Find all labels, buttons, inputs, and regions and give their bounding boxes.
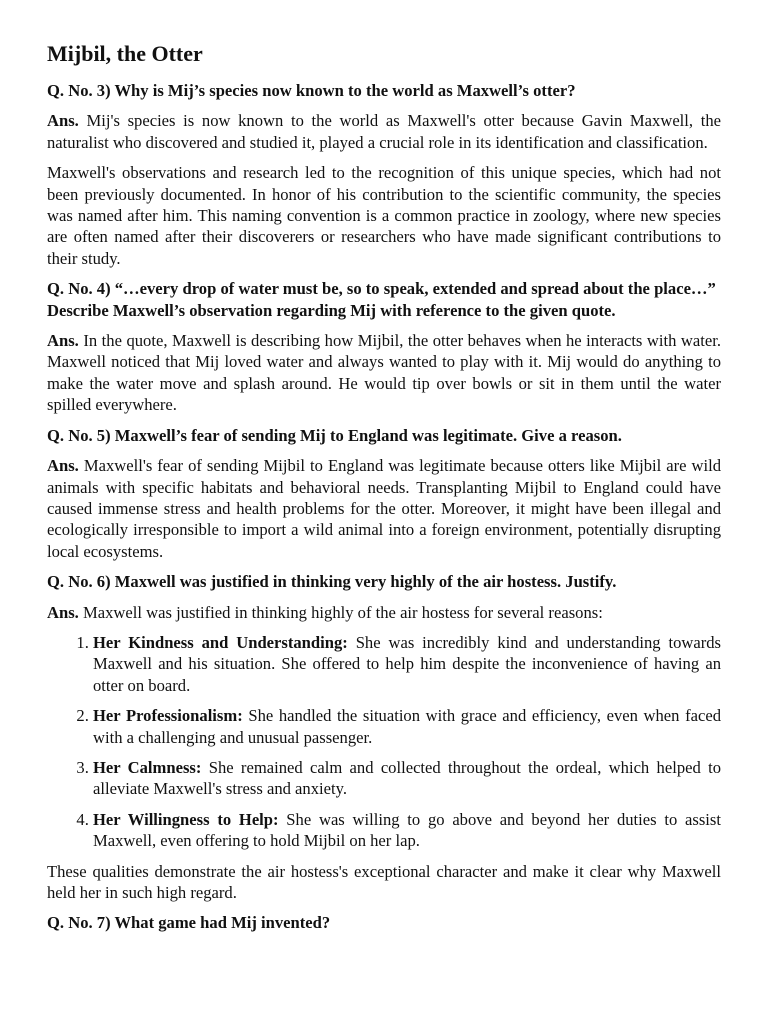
list-item: [93, 809, 721, 852]
answer-5: [47, 455, 721, 562]
list-item: [93, 705, 721, 748]
answer-label: Ans.: [47, 111, 79, 131]
list-item-text: She was incredibly kind and understanding towards Maxwell and his situation. She offered to help him despite the inconvenience of having an otter on board.: [93, 632, 721, 695]
list-item-text: She remained calm and collected throughout the ordeal, which helped to alleviate Maxwell's stress and anxiety.: [93, 757, 721, 799]
answer-text: Maxwell's fear of sending Mijbil to England was legitimate because otters like Mijbil are wild animals with specific habitats and behavioral needs. Transplanting Mijbil to England could have caused immense stress and health problems for the otter. Moreover, it might have been illegal and ecologically irresponsible to import a wild animal into a foreign environment, potentially disrupting local ecosystems.: [47, 456, 721, 561]
answer-label: Ans.: [47, 456, 79, 476]
question-5: Q. No. 5) Maxwell’s fear of sending Mij to England was legitimate. Give a reason.: [47, 425, 622, 445]
answer-label: Ans.: [47, 331, 79, 351]
question-3: Q. No. 3) Why is Mij’s species now known to the world as Maxwell’s otter?: [47, 81, 576, 100]
list-item: [93, 757, 721, 800]
answer-text: Maxwell was justified in thinking highly of the air hostess for several reasons:: [78, 602, 603, 622]
list-item-label: Her Willingness to Help:: [93, 809, 279, 829]
page-title: Mijbil, the Otter: [47, 41, 203, 66]
question-4-quote: Q. No. 4) “…every drop of water must be, so to speak, extended and spread about the place…”: [47, 279, 716, 299]
list-item-text: She was willing to go above and beyond her duties to assist Maxwell, even offering to hold Mijbil on her lap.: [93, 809, 721, 851]
question-7: Q. No. 7) What game had Mij invented?: [47, 913, 331, 933]
answer-label: Ans.: [47, 602, 79, 622]
list-item-text: She handled the situation with grace and efficiency, even when faced with a challenging and unusual passenger.: [93, 706, 721, 747]
list-item-label: Her Kindness and Understanding:: [93, 632, 348, 652]
question-6: Q. No. 6) Maxwell was justified in thinking very highly of the air hostess. Justify.: [47, 572, 617, 592]
answer-6-conclusion: These qualities demonstrate the air hostess's exceptional character and make it clear why Maxwell held her in such high regard.: [47, 861, 721, 902]
answer-3: [47, 110, 721, 153]
answer-6: [47, 602, 721, 623]
answer-4: [47, 330, 721, 416]
answer-text: In the quote, Maxwell is describing how Mijbil, the otter behaves when he interacts with water. Maxwell noticed that Mij loved water and always wanted to play with it. Mij would do anything to make the water move and splash around. He would tip over bowls or sit in them until the water spilled everywhere.: [47, 331, 721, 415]
answer-text: Mij's species is now known to the world as Maxwell's otter because Gavin Maxwell, the naturalist who discovered and studied it, played a crucial role in its identification and classification.: [47, 111, 721, 152]
list-item-label: Her Professionalism:: [93, 706, 243, 726]
answer-3-paragraph-2: Maxwell's observations and research led to the recognition of this unique species, which had not been previously documented. In honor of his contribution to the scientific community, the species was named after him. This naming convention is a common practice in zoology, where new species are often named after their discoverers or researchers who have made significant contributions to their study.: [47, 163, 721, 268]
question-4-prompt: Describe Maxwell’s observation regarding Mij with reference to the given quote.: [47, 300, 616, 320]
reasons-list: [47, 632, 721, 852]
question-4: [47, 278, 721, 321]
list-item: [93, 632, 721, 696]
list-item-label: Her Calmness:: [93, 757, 202, 777]
